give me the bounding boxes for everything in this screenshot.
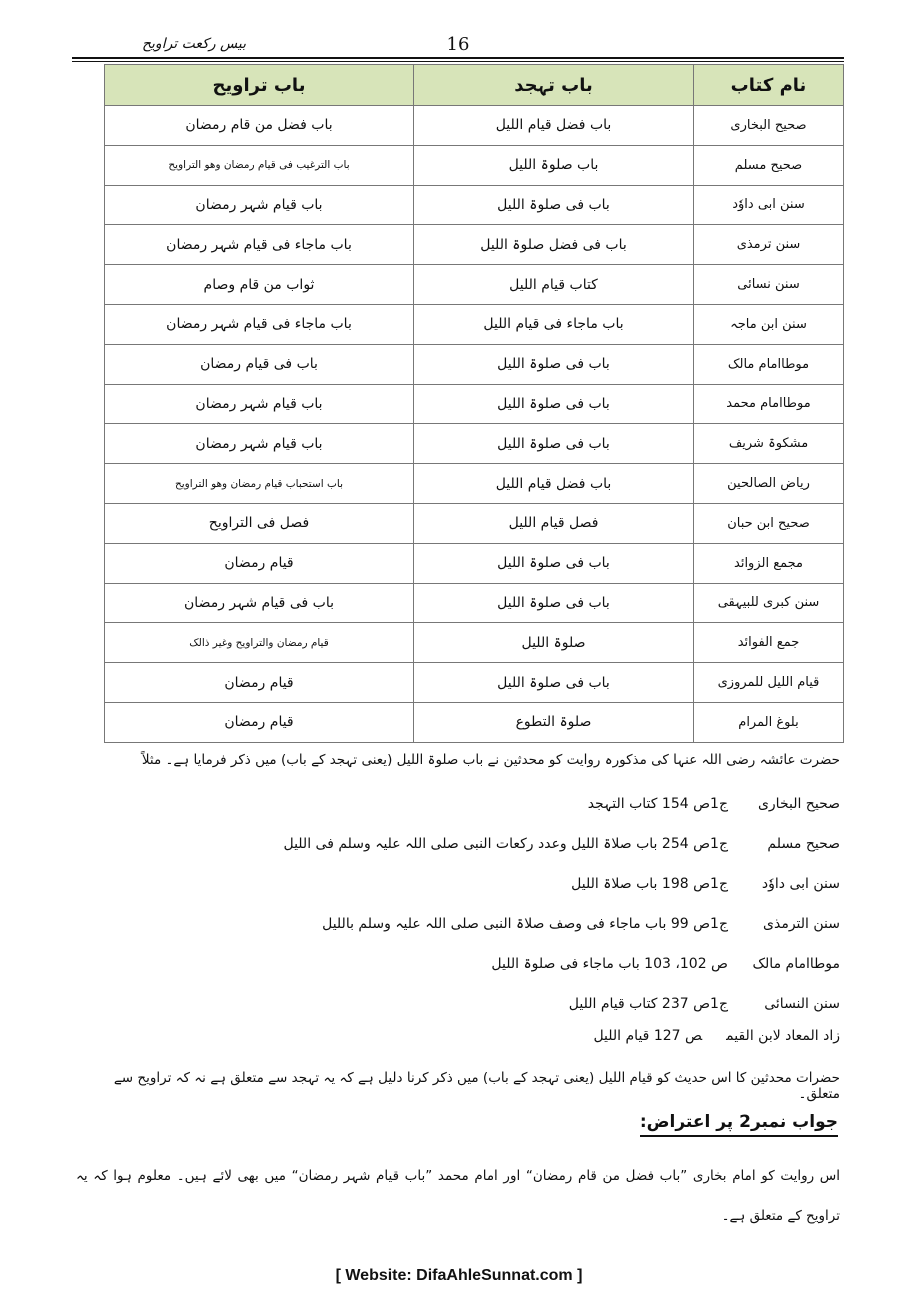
tahajjud-chapter: کتاب قیام اللیل — [414, 265, 694, 305]
tahajjud-chapter: باب ماجاء فی قیام اللیل — [414, 304, 694, 344]
taraweeh-chapter: باب قیام شہر رمضان — [105, 424, 414, 464]
tahajjud-chapter: فصل قیام اللیل — [414, 503, 694, 543]
table-row — [105, 384, 844, 424]
reference-list — [283, 790, 840, 1030]
reference-location: ج1ص 237 کتاب قیام اللیل — [568, 996, 728, 1012]
header-rule-thin — [72, 61, 844, 62]
taraweeh-chapter: قیام رمضان — [105, 663, 414, 703]
book-name: جمع الفوائد — [694, 623, 844, 663]
tahajjud-chapter: صلوۃ اللیل — [414, 623, 694, 663]
book-name: سنن کبری للبیہقی — [694, 583, 844, 623]
column-header-tahajjud: باب تہجد — [414, 65, 694, 106]
tahajjud-chapter: باب فی صلوۃ اللیل — [414, 543, 694, 583]
table-row — [105, 185, 844, 225]
book-name: موطاامام محمد — [694, 384, 844, 424]
tahajjud-chapter: باب فی فضل صلوۃ اللیل — [414, 225, 694, 265]
table-row — [105, 106, 844, 146]
books-table — [104, 64, 844, 743]
table-row — [105, 145, 844, 185]
taraweeh-chapter: باب فضل من قام رمضان — [105, 106, 414, 146]
tahajjud-chapter: باب فی صلوۃ اللیل — [414, 185, 694, 225]
book-name: قیام اللیل للمروزی — [694, 663, 844, 703]
taraweeh-chapter: باب استحباب قیام رمضان وھو التراویح — [105, 464, 414, 504]
reference-source: صحیح مسلم — [767, 836, 840, 852]
table-row — [105, 225, 844, 265]
tahajjud-chapter: باب فی صلوۃ اللیل — [414, 424, 694, 464]
book-name: سنن نسائی — [694, 265, 844, 305]
tahajjud-chapter: صلوۃ التطوع — [414, 702, 694, 742]
taraweeh-chapter: باب فی قیام رمضان — [105, 344, 414, 384]
reference-source: موطاامام مالک — [752, 956, 840, 972]
table-row — [105, 464, 844, 504]
table-row — [105, 702, 844, 742]
reference-source: سنن النسائی — [764, 996, 840, 1012]
taraweeh-chapter: ثواب من قام وصام — [105, 265, 414, 305]
table-row — [105, 623, 844, 663]
tahajjud-chapter: باب فی صلوۃ اللیل — [414, 384, 694, 424]
taraweeh-chapter: باب قیام شہر رمضان — [105, 384, 414, 424]
book-name: بلوغ المرام — [694, 702, 844, 742]
reference-item — [300, 950, 840, 990]
conclusion-paragraph: حضرات محدثین کا اس حدیث کو قیام اللیل (یعنی تہجد کے باب) میں ذکر کرنا دلیل ہے کہ یہ تہجد سے متعلق ہے نہ کہ تراویح سے متعلق۔ — [113, 1070, 840, 1102]
reference-location: ج1ص 198 باب صلاۃ اللیل — [571, 876, 728, 892]
taraweeh-chapter: باب ماجاء فی قیام شہر رمضان — [105, 304, 414, 344]
table-row — [105, 663, 844, 703]
reference-location: ص 102، 103 باب ماجاء فی صلوۃ اللیل — [491, 956, 728, 972]
taraweeh-chapter: قیام رمضان والتراویح وغیر ذالک — [105, 623, 414, 663]
reference-source: صحیح البخاری — [757, 796, 840, 812]
table-row — [105, 424, 844, 464]
taraweeh-chapter: باب ماجاء فی قیام شہر رمضان — [105, 225, 414, 265]
table-row — [105, 543, 844, 583]
tahajjud-chapter: باب فضل قیام اللیل — [414, 106, 694, 146]
book-name: صحیح مسلم — [694, 145, 844, 185]
book-name: سنن ابی داوٗد — [694, 185, 844, 225]
tahajjud-chapter: باب فضل قیام اللیل — [414, 464, 694, 504]
zad-reference — [400, 1028, 840, 1044]
website-footer: [ Website: DifaAhleSunnat.com ] — [335, 1267, 583, 1284]
book-name: موطاامام مالک — [694, 344, 844, 384]
column-header-book: نام کتاب — [694, 65, 844, 106]
book-name: مجمع الزوائد — [694, 543, 844, 583]
book-name: ریاض الصالحین — [694, 464, 844, 504]
section-heading: جواب نمبر2 پر اعتراض: — [640, 1112, 838, 1137]
reference-location: ج1ص 154 کتاب التہجد — [587, 796, 728, 812]
reference-source: سنن ابی داوٗد — [761, 876, 840, 892]
taraweeh-chapter: فصل فی التراویح — [105, 503, 414, 543]
answer-paragraph: اس روایت کو امام بخاری ”باب فضل من قام رمضان“ اور امام محمد ”باب قیام شہر رمضان“ میں بھی لائے ہیں۔ معلوم ہوا کہ یہ تراویح کے متعلق ہے۔ — [76, 1168, 840, 1224]
tahajjud-chapter: باب فی صلوۃ اللیل — [414, 344, 694, 384]
reference-item — [300, 990, 840, 1030]
reference-item — [300, 790, 840, 830]
table-row — [105, 344, 844, 384]
reference-item — [283, 830, 840, 870]
table-row — [105, 583, 844, 623]
book-name: مشکوۃ شریف — [694, 424, 844, 464]
tahajjud-chapter: باب فی صلوۃ اللیل — [414, 663, 694, 703]
page-number: 16 — [446, 34, 470, 55]
table-row — [105, 304, 844, 344]
reference-source: سنن الترمذی — [763, 916, 840, 932]
taraweeh-chapter: باب فی قیام شہر رمضان — [105, 583, 414, 623]
reference-item — [300, 870, 840, 910]
zad-source: زاد المعاد لابن القیم — [726, 1028, 840, 1044]
table-header-row — [105, 65, 844, 106]
tahajjud-chapter: باب فی صلوۃ اللیل — [414, 583, 694, 623]
taraweeh-chapter: قیام رمضان — [105, 702, 414, 742]
tahajjud-chapter: باب صلوۃ اللیل — [414, 145, 694, 185]
book-name: صحیح ابن حبان — [694, 503, 844, 543]
table-row — [105, 265, 844, 305]
book-name: سنن ترمذی — [694, 225, 844, 265]
running-title: بیس رکعت تراویح — [142, 36, 247, 52]
zad-location: ص 127 قیام اللیل — [593, 1028, 703, 1044]
book-name: صحیح البخاری — [694, 106, 844, 146]
header-rule — [72, 57, 844, 59]
taraweeh-chapter: قیام رمضان — [105, 543, 414, 583]
column-header-taraweeh: باب تراویح — [105, 65, 414, 106]
taraweeh-chapter: باب الترغیب فی قیام رمضان وھو التراویح — [105, 145, 414, 185]
book-name: سنن ابن ماجہ — [694, 304, 844, 344]
table-row — [105, 503, 844, 543]
reference-location: ج1ص 254 باب صلاۃ اللیل وعدد رکعات النبی صلی اللہ علیہ وسلم فی اللیل — [283, 836, 728, 852]
taraweeh-chapter: باب قیام شہر رمضان — [105, 185, 414, 225]
reference-item — [300, 910, 840, 950]
page-header — [72, 24, 844, 60]
reference-location: ج1ص 99 باب ماجاء فی وصف صلاۃ النبی صلی اللہ علیہ وسلم باللیل — [322, 916, 728, 932]
intro-paragraph: حضرت عائشہ رضی اللہ عنہا کی مذکورہ روایت کو محدثین نے باب صلوۃ اللیل (یعنی تہجد کے باب) میں ذکر فرمایا ہے۔ مثلاً — [141, 752, 840, 768]
